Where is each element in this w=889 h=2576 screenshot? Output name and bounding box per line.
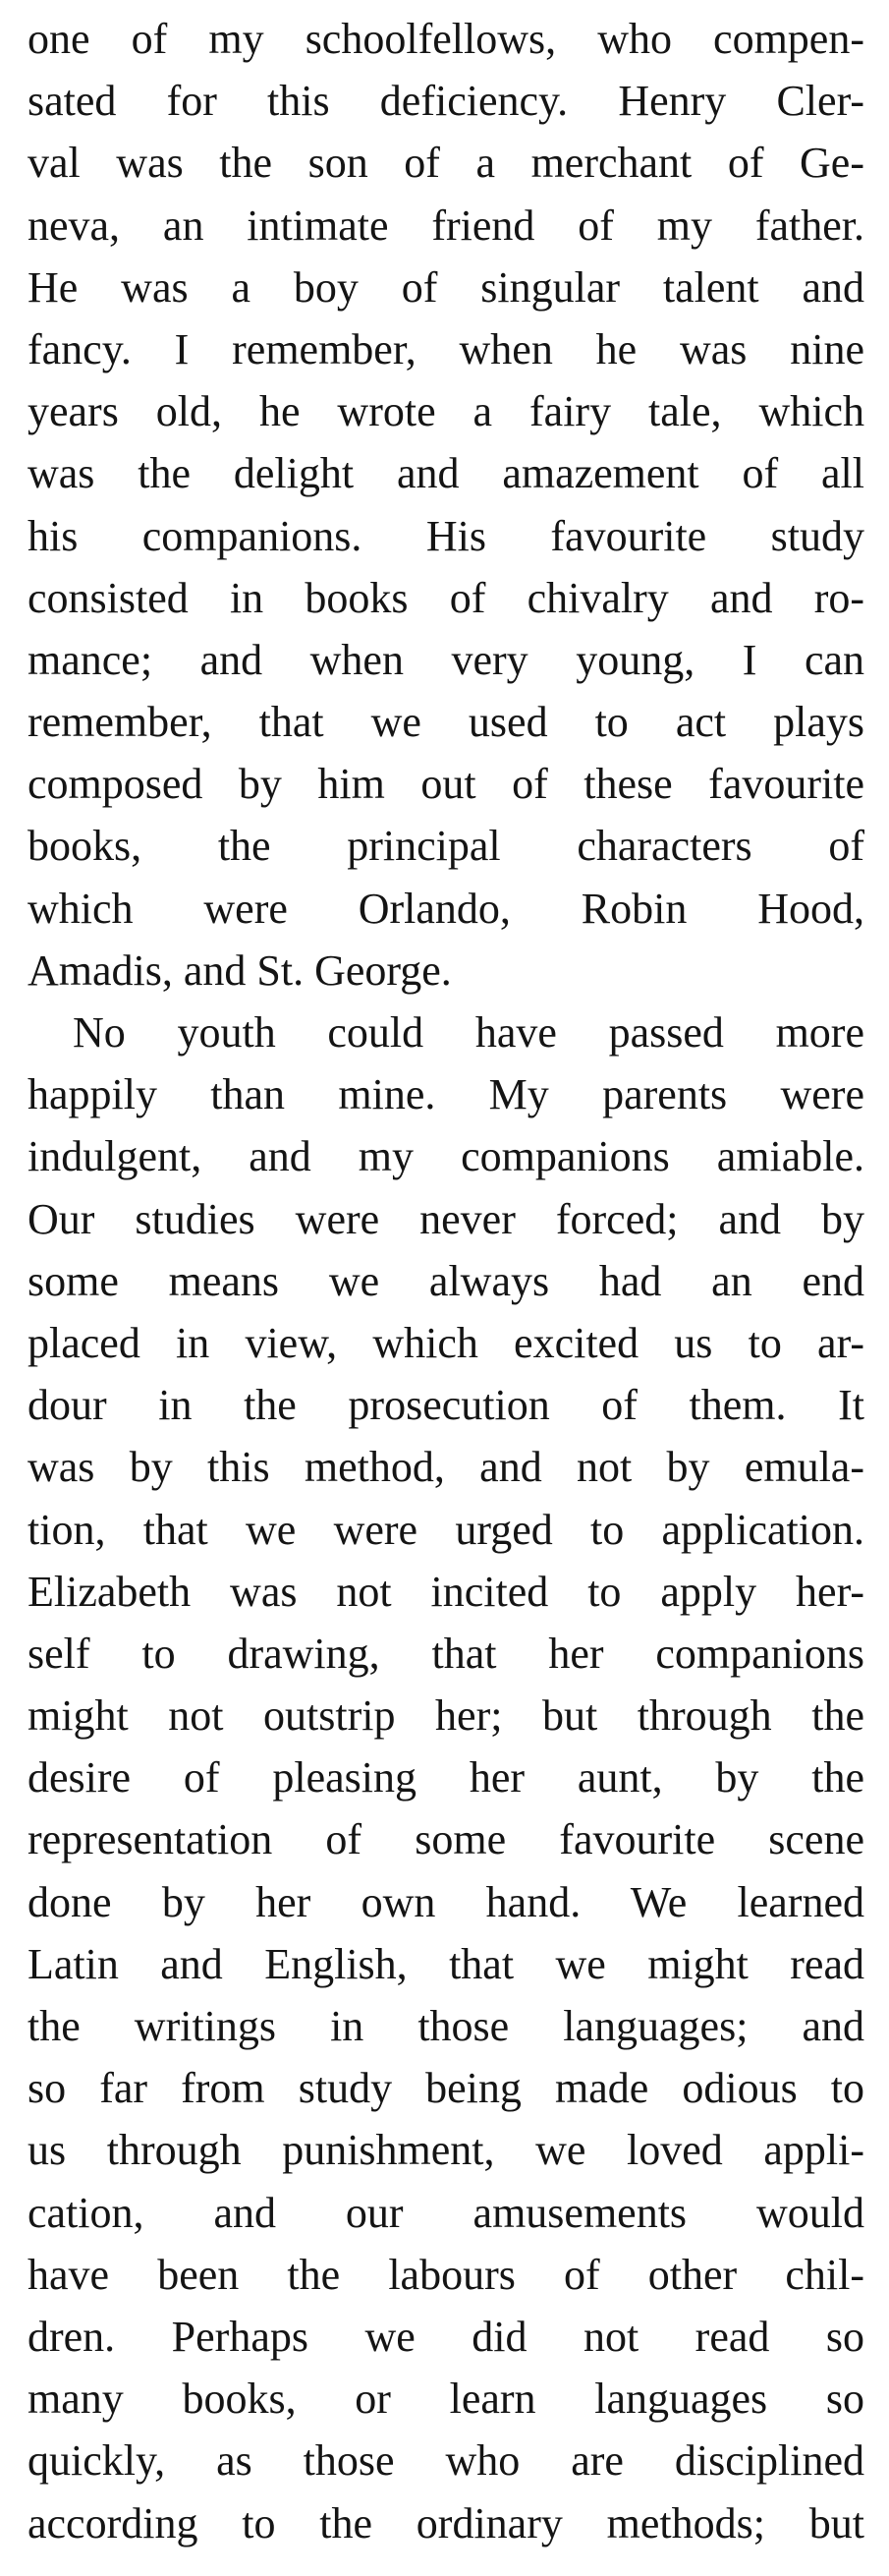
text-line: No youth could have passed more: [73, 1008, 864, 1057]
text-line: books, the principal characters of: [28, 822, 864, 871]
text-line: done by her own hand. We learned: [28, 1877, 864, 1926]
text-line: desire of pleasing her aunt, by the: [28, 1753, 864, 1803]
text-line: consisted in books of chivalry and ro-: [28, 573, 864, 622]
text-line: so far from study being made odious to: [28, 2064, 864, 2113]
text-line: might not outstrip her; but through the: [28, 1691, 864, 1741]
text-line: happily than mine. My parents were: [28, 1070, 864, 1119]
text-line: cation, and our amusements would: [28, 2188, 864, 2237]
text-line: tion, that we were urged to application.: [28, 1505, 864, 1554]
text-line: which were Orlando, Robin Hood,: [28, 884, 864, 933]
text-line: was the delight and amazement of all: [28, 449, 864, 498]
text-line: He was a boy of singular talent and: [28, 262, 864, 312]
book-page: [28, 8, 864, 2554]
text-line: fancy. I remember, when he was nine: [28, 324, 864, 373]
text-line: quickly, as those who are disciplined: [28, 2436, 864, 2486]
text-line: Latin and English, that we might read: [28, 1939, 864, 1988]
text-line: one of my schoolfellows, who compen-: [28, 15, 864, 63]
text-line: was by this method, and not by emula-: [28, 1443, 864, 1492]
text-line: years old, he wrote a fairy tale, which: [28, 387, 864, 436]
paragraph-1: [28, 8, 864, 1002]
text-line: many books, or learn languages so: [28, 2375, 864, 2424]
text-line: us through punishment, we loved appli-: [28, 2126, 864, 2175]
text-line: the writings in those languages; and: [28, 2002, 864, 2050]
text-line: according to the ordinary methods; but: [28, 2498, 864, 2547]
text-line: val was the son of a merchant of Ge-: [28, 139, 864, 188]
text-line: dour in the prosecution of them. It: [28, 1381, 864, 1430]
text-line: remember, that we used to act plays: [28, 698, 864, 747]
text-line: his companions. His favourite study: [28, 511, 864, 560]
text-line: placed in view, which excited us to ar-: [28, 1318, 864, 1367]
text-line: composed by him out of these favourite: [28, 760, 864, 809]
text-line: neva, an intimate friend of my father.: [28, 200, 864, 250]
text-line: indulgent, and my companions amiable.: [28, 1132, 864, 1181]
text-line: Our studies were never forced; and by: [28, 1194, 864, 1243]
text-line: representation of some favourite scene: [28, 1815, 864, 1864]
text-line: some means we always had an end: [28, 1256, 864, 1305]
paragraph-2: [28, 1002, 864, 2554]
text-line: Amadis, and St. George.: [28, 945, 452, 995]
text-line: dren. Perhaps we did not read so: [28, 2312, 864, 2361]
text-line: self to drawing, that her companions: [28, 1629, 864, 1678]
text-line: mance; and when very young, I can: [28, 635, 864, 684]
text-line: have been the labours of other chil-: [28, 2250, 864, 2299]
text-line: Elizabeth was not incited to apply her-: [28, 1567, 864, 1616]
text-line: sated for this deficiency. Henry Cler-: [28, 77, 864, 126]
